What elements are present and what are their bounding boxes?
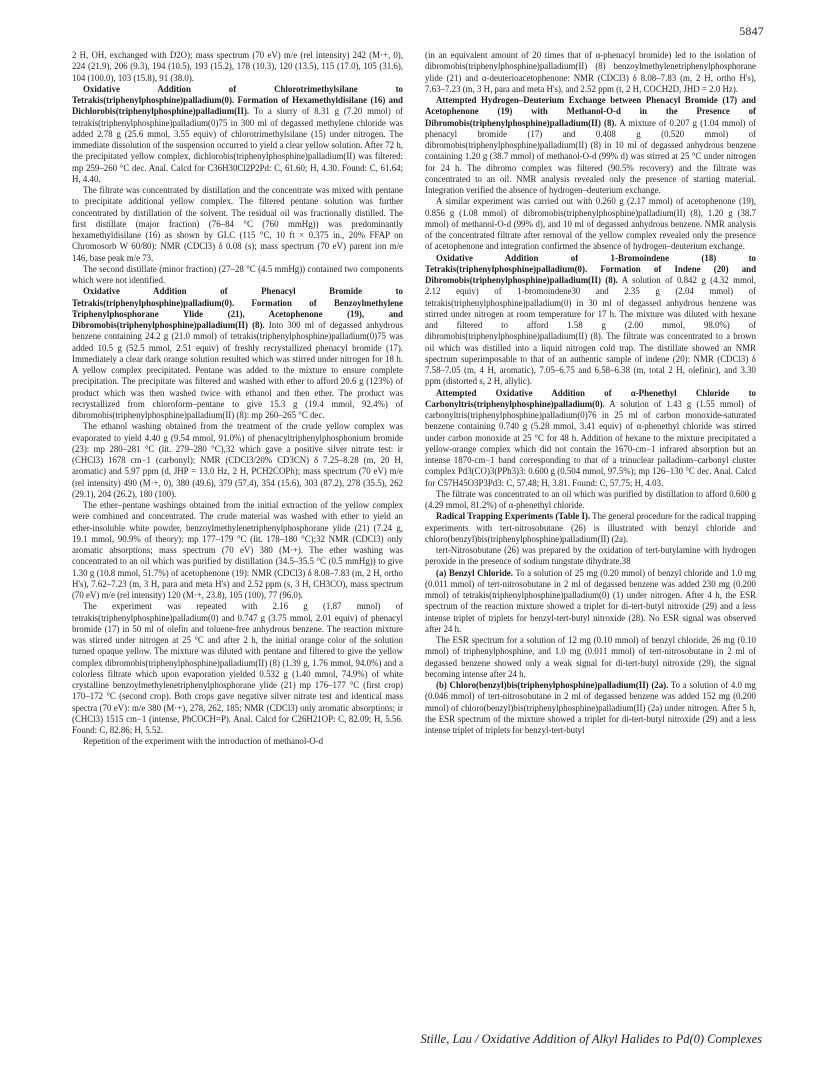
paragraph <box>72 185 403 264</box>
paragraph-heading: Attempted Hydrogen–Deuterium Exchange between Phenacyl Bromide (17) and Acetophenone (19) with Methanol-O-d in the Presence of Dibromobis(triphenylphosphine)palladium(II) (8). <box>425 95 756 128</box>
paragraph <box>425 568 756 636</box>
paragraph <box>425 50 756 95</box>
paragraph <box>72 500 403 601</box>
paragraph <box>425 253 756 388</box>
paragraph-text: (in an equivalent amount of 20 times that of α-phenacyl bromide) led to the isolation of dibromobis(triphenylphosphine)palladium(II) (8) benzoylmethylenetriphenylphosphorane ylide (21) and α-deuterioacetophenone: NMR (CDCl3) δ 8.08–7.83 (m, 2 H, ortho H's), 7.63–7.23 (m, 3 H, para and meta H's), and 2.52 ppm (t, 2 H, COCH2D, JHD = 2.0 Hz). <box>425 50 756 94</box>
paragraph <box>425 388 756 489</box>
paragraph-heading: Radical Trapping Experiments (Table I). <box>436 511 591 522</box>
paragraph-heading: (a) Benzyl Chloride. <box>436 567 513 578</box>
paragraph-text: The ethanol washing obtained from the treatment of the crude yellow complex was evaporated to yield 4.40 g (9.54 mmol, 91.0%) of phenacyltriphenylphosphonium bromide (23): mp 280–281 °C (lit. 279–280 °C),32 which gave a positive silver nitrate test: ir (CHCl3) 1678 cm−1 (carbonyl); NMR (CDCl3/20% CD3CN) δ 7.25–8.28 (m, 20 H, aromatic) and 5.97 ppm (d, JHP = 13.0 Hz, 2 H, PCH2COPh); mass spectrum (70 eV) m/e (rel intensity) 490 (M·+, 0), 380 (49.6), 379 (57.4), 354 (15.6), 303 (87.2), 278 (35.5), 262 (29.1), 204 (26.2), 180 (100). <box>72 421 403 499</box>
paragraph <box>72 264 403 287</box>
paragraph-heading: Oxidative Addition of Phenacyl Bromide to Tetrakis(triphenylphosphine)palladium(0). Formation of Benzoylmethylene Triphenylphosphorane Ylide (21), Acetophenone (19), and Dibromobis(triphenylphosphine)palladium(II) (8). <box>72 286 403 330</box>
paragraph <box>72 84 403 185</box>
paragraph-text: The filtrate was concentrated to an oil which was purified by distillation to afford 0.600 g (4.29 mmol, 81.2%) of α-phenethyl chloride. <box>425 488 756 510</box>
paragraph-text: A mixture of 0.207 g (1.04 mmol) of phenacyl bromide (17) and 0.408 g (0.520 mmol) of dibromobis(triphenylphosphine)palladium(II) (8) in 10 ml of degassed anhydrous benzene containing 1.20 g (38.7 mmol) of methanol-O-d (99% d) was stirred at 25 °C under nitrogen for 24 h. The dibromo complex was filtered (90.5% recovery) and the filtrate was concentrated to an oil. NMR analysis revealed only the presence of starting material. Integration verified the absence of hydrogen–deuterium exchange. <box>425 117 756 195</box>
paragraph-text: The general procedure for the radical trapping experiments with tert-nitrosobutane (26) is illustrated with benzyl chloride and chloro(benzyl)bis(triphenylphosphine)palladium(II) (2a). <box>425 511 756 544</box>
paragraph-text: A solution of 0.842 g (4.32 mmol, 2.12 equiv) of 1-bromoindene30 and 2.35 g (2.04 mmol) of tetrakis(triphenylphosphine)palladium(0) in 30 ml of degassed anhydrous benzene was stirred under nitrogen at room temperature for 17 h. The mixture was diluted with hexane and filtered to afford 1.58 g (2.00 mmol, 98.0%) of dibromobis(triphenylphosphine)palladium(II) (8). The filtrate was concentrated to a brown oil which was distilled into a liquid nitrogen cold trap. The distillate showed an NMR spectrum superimposable to that of an authentic sample of indene (20): NMR (CDCl3) δ 7.58–7.05 (m, 4 H, aromatic), 7.05–6.75 and 6.58–6.38 (m, total 2 H, olefinic), and 3.30 ppm (distorted s, 2 H, allylic). <box>425 275 756 387</box>
paragraph-text: Repetition of the experiment with the introduction of methanol-O-d <box>83 736 324 747</box>
paragraph-text: 2 H, OH, exchanged with D2O); mass spectrum (70 eV) m/e (rel intensity) 242 (M·+, 0), 224 (21.9), 206 (9.3), 194 (10.5), 193 (15.2), 178 (10.3), 120 (13.5), 115 (17.0), 105 (31.6), 104 (100.0), 103 (15.8), 91 (38.0). <box>72 50 403 83</box>
paragraph-heading: Oxidative Addition of 1-Bromoindene (18) to Tetrakis(triphenylphosphine)palladium(0). Formation of Indene (20) and Dibromobis(triphenylphosphine)palladium(II) (8). <box>425 252 756 285</box>
paragraph-text: To a solution of 4.0 mg (0.046 mmol) of tert-nitrosobutane in 2 ml of degassed benzene was added 152 mg (0.200 mmol) of chloro(benzyl)bis(triphenylphosphine)palladium(II) (2a) under nitrogen. After 5 h, the ESR spectrum of the mixture showed a triplet for di-tert-butyl nitroxide (29) and a less intense triplet of triplets for benzyl-tert-butyl <box>425 680 756 735</box>
paragraph <box>72 50 403 84</box>
paragraph <box>425 680 756 736</box>
paragraph-text: To a slurry of 8.31 g (7.20 mmol) of tetrakis(triphenylphosphine)palladium(0)75 in 300 ml of degassed methylene chloride was added 2.78 g (25.6 mmol, 3.55 equiv) of chlorotrimethylsilane (15) under nitrogen. The immediate dissolution of the suspension occurred to yield a clear yellow solution. After 72 h, the precipitated yellow complex, dichlorobis(triphenylphosphine)palladium(II) was filtered: mp 259–260 °C dec. Anal. Calcd for C36H30Cl2P2Pd: C, 61.60; H, 4.30. Found: C, 61.64; H, 4.40. <box>72 106 403 184</box>
left-column <box>72 50 403 1008</box>
paragraph-heading: (b) Chloro(benzyl)bis(triphenylphosphine)palladium(II) (2a). <box>436 680 669 690</box>
right-column <box>425 50 756 1008</box>
paragraph <box>72 286 403 421</box>
paragraph-text: The ether–pentane washings obtained from the initial extraction of the yellow complex were combined and concentrated. The crude material was washed with ether to yield an ether-insoluble white powder, benzoylmethylenetriphenylphosphorane ylide (21) (7.24 g, 19.1 mmol, 90.9% of theory): mp 177–179 °C (lit. 178–180 °C);32 NMR (CDCl3) only aromatic absorptions; mass spectrum (70 eV) 380 (M·+). The ether washing was concentrated to an oil which was purified by distillation (34.5–35.5 °C (0.5 mmHg)) to give 1.30 g (10.8 mmol, 51.7%) of acetophenone (19): NMR (CDCl3) δ 8.08–7.83 (m, 2 H, ortho H's), 7.62–7.23 (m, 3 H, para and meta H's) and 2.52 ppm (s, 3 H, CH3CO), mass spectrum (70 eV) m/e (rel intensity) 120 (M·+, 23.8), 105 (100), 77 (96.0). <box>72 500 403 600</box>
paragraph-heading: Attempted Oxidative Addition of α-Phenethyl Chloride to Carbonyltris(triphenylphosphine)palladium(0). <box>425 387 756 409</box>
paragraph <box>425 95 756 196</box>
paragraph <box>425 635 756 680</box>
paragraph <box>72 421 403 500</box>
paragraph <box>72 601 403 736</box>
paragraph <box>425 196 756 252</box>
paragraph-text: The experiment was repeated with 2.16 g (1.87 mmol) of tetrakis(triphenylphosphine)palladium(0) and 0.747 g (3.75 mmol, 2.01 equiv) of phenacyl bromide (17) in 50 ml of olefin and toluene-free anhydrous benzene. The reaction mixture was stirred under nitrogen at 25 °C and after 2 h, the initial orange color of the solution turned opaque yellow. The mixture was diluted with pentane and filtered to give the yellow complex dibromobis(triphenylphosphine)palladium(II) (8) (1.39 g, 1.76 mmol, 94.0%) and a colorless filtrate which upon evaporation yielded 0.532 g (1.40 mmol, 74.9%) of white crystalline benzoylmethylenetriphenylphosphorane ylide (21) mp 176–177 °C (first crop) 170–172 °C (second crop). Both crops gave negative silver nitrate test and identical mass spectra (70 eV): m/e 380 (M·+), 278, 262, 185; NMR (CDCl3) only aromatic absorptions; ir (CHCl3) 1515 cm−1 (intense, PhCOCH=P). Anal. Calcd for C26H21OP: C, 82.09; H, 5.56. Found: C, 82.86; H, 5.52. <box>72 601 403 735</box>
paragraph <box>425 545 756 568</box>
paragraph <box>425 489 756 512</box>
paragraph-text: Into 300 ml of degassed anhydrous benzene containing 24.2 g (21.0 mmol) of tetrakis(triphenylphosphine)palladium(0)75 was added 10.5 g (52.5 mmol, 2.51 equiv) of freshly recrystallized phenacyl bromide (17). Immediately a clear dark orange solution resulted which was stirred under nitrogen for 18 h. A yellow complex precipitated. Pentane was added to the mixture to ensure complete precipitation. The precipitate was filtered and washed with ether to afford 20.6 g (123%) of product which was then washed twice with ethanol and then ether. The product was recrystallized from chloroform–pentane to give 15.3 g (19.4 mmol, 92.4%) of dibromobis(triphenylphosphine)palladium(II) (8): mp 260–265 °C dec. <box>72 320 403 420</box>
paragraph-text: A similar experiment was carried out with 0.260 g (2.17 mmol) of acetophenone (19), 0.856 g (1.08 mmol) of dibromobis(triphenylphosphine)palladium(II) (8), 1.20 g (38.7 mmol) of methanol-O-d (99% d), and 10 ml of degassed anhydrous benzene. NMR analysis of the concentrated filtrate after removal of the yellow complex revealed only the presence of acetophenone and integration confirmed the absence of hydrogen–deuterium exchange. <box>425 196 756 252</box>
paragraph-text: To a solution of 25 mg (0.20 mmol) of benzyl chloride and 1.0 mg (0.011 mmol) of tert-nitrosobutane in 2 ml of degassed benzene was added 230 mg (0.200 mmol) of tetrakis(triphenylphosphine)palladium(0) (1) under nitrogen. After 4 h, the ESR spectrum of the reaction mixture showed a triplet for di-tert-butyl nitroxide (29) and a less intense triplet of triplets for benzyl-tert-butyl nitroxide (28). No ESR signal was observed after 24 h. <box>425 567 756 634</box>
paragraph-heading: Oxidative Addition of Chlorotrimethylsilane to Tetrakis(triphenylphosphine)palladium(0). Formation of Hexamethyldisilane (16) and Dichlorobis(triphenylphosphine)palladium(II). <box>72 83 403 117</box>
page-number: 5847 <box>739 24 764 38</box>
paragraph <box>72 736 403 747</box>
paragraph-text: tert-Nitrosobutane (26) was prepared by the oxidation of tert-butylamine with hydrogen peroxide in the presence of sodium tungstate dihydrate.38 <box>425 545 756 567</box>
paragraph-text: A solution of 1.43 g (1.55 mmol) of carbonyltris(triphenylphosphine)palladium(0)76 in 25 ml of carbon monoxide-saturated benzene containing 0.740 g (5.28 mmol, 3.41 equiv) of α-phenethyl chloride was stirred under carbon monoxide at 25 °C for 48 h. Addition of hexane to the mixture precipitated a yellow-orange complex which did not contain the 1670-cm−1 infrared absorption but an intense 1870-cm−1 band corresponding to that of a trinuclear palladium–carbonyl cluster complex Pd3(CO)3(PPh3)3: 0.600 g (0.504 mmol, 97.5%); mp 126–130 °C dec. Anal. Calcd for C57H45O3P3Pd3: C, 57.48; H, 3.81. Found: C, 57.75; H, 4.03. <box>425 398 756 488</box>
running-footer: Stille, Lau / Oxidative Addition of Alkyl Halides to Pd(0) Complexes <box>420 1032 762 1046</box>
paragraph-text: The filtrate was concentrated by distillation and the concentrate was mixed with pentane to precipitate additional yellow complex. The filtered pentane solution was further concentrated by distillation of the solvent. The residual oil was fractionally distilled. The first distillate (major fraction) (76–84 °C (760 mmHg)) was predominantly hexamethyldisilane (16) as shown by GLC (115 °C, 10 ft × 0.375 in., 20% FFAP on Chromosorb W 60/80): NMR (CDCl3) δ 0.08 (s); mass spectrum (70 eV) parent ion m/e 146, base peak m/e 73. <box>72 185 403 263</box>
paragraph-text: The ESR spectrum for a solution of 12 mg (0.10 mmol) of benzyl chloride, 26 mg (0.10 mmol) of triphenylphosphine, and 1.0 mg (0.011 mmol) of tert-nitrosobutane in 2 ml of degassed benzene showed only a weak signal for di-tert-butyl nitroxide (29), the signal becoming intense after 24 h. <box>425 635 756 679</box>
paragraph-text: The second distillate (minor fraction) (27–28 °C (4.5 mmHg)) contained two components which were not identified. <box>72 263 403 285</box>
paragraph <box>425 511 756 545</box>
